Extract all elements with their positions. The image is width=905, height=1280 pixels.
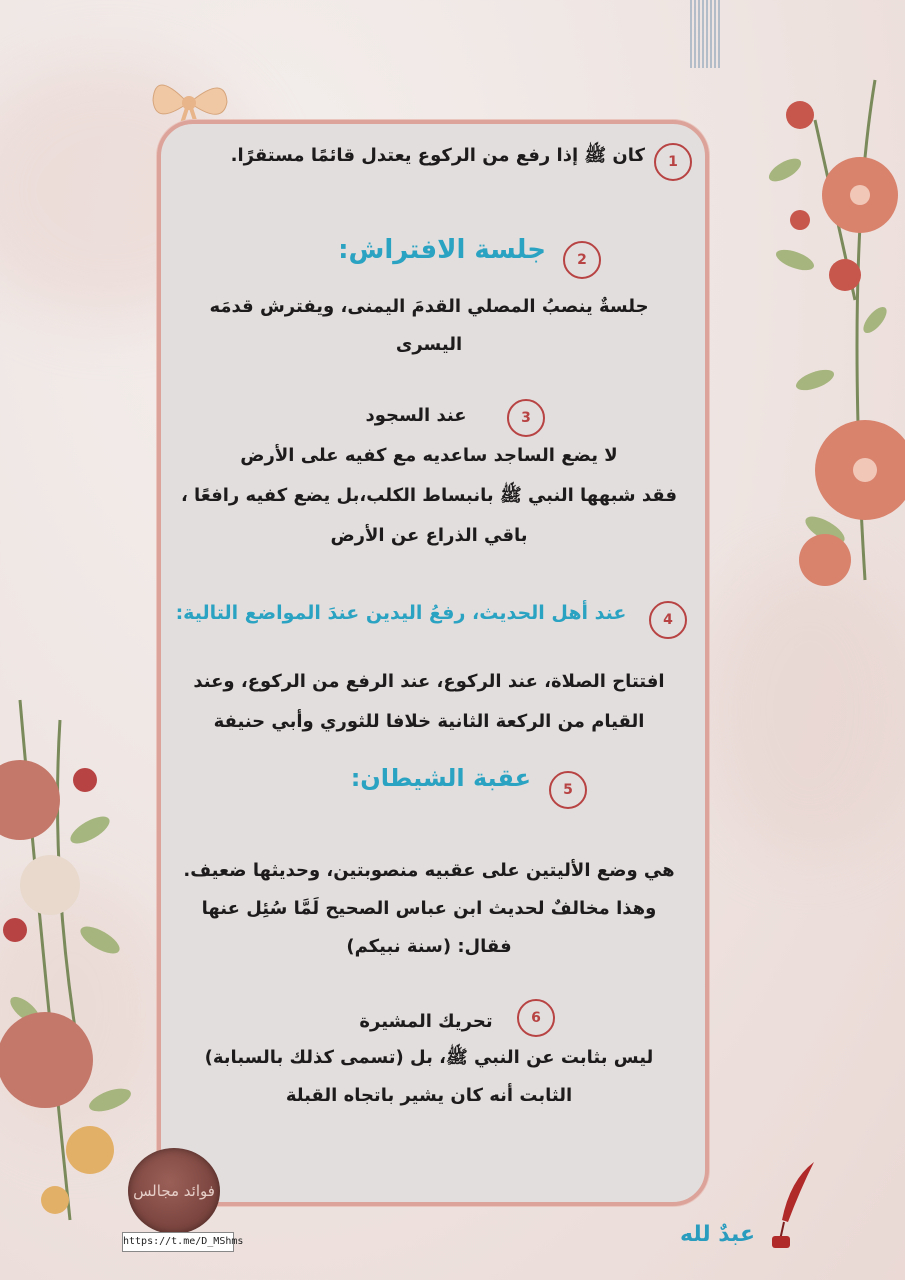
signature: عبدٌ لله bbox=[680, 1222, 755, 1247]
item-5-line-1: هي وضع الأليتين على عقبيه منصوبتين، وحديثها ضعيف. bbox=[183, 860, 675, 881]
item-number-4: 4 bbox=[649, 601, 687, 639]
content-card bbox=[157, 120, 709, 1206]
item-4-line-1: افتتاح الصلاة، عند الركوع، عند الرفع من الركوع، وعند bbox=[193, 671, 665, 692]
item-number-1: 1 bbox=[654, 143, 692, 181]
item-4-heading: عند أهل الحديث، رفعُ اليدين عندَ المواضع التالية: bbox=[175, 602, 627, 624]
seal-logo: فوائد مجالس bbox=[128, 1148, 220, 1234]
item-5-line-2: وهذا مخالفٌ لحديث ابن عباس الصحيح لَمَّا سُئِل عنها bbox=[201, 898, 657, 919]
item-number-2: 2 bbox=[563, 241, 601, 279]
item-6-line-2: الثابت أنه كان يشير باتجاه القبلة bbox=[285, 1085, 573, 1106]
background-stain bbox=[700, 560, 905, 860]
item-number-6: 6 bbox=[517, 999, 555, 1037]
quill-icon bbox=[770, 1160, 820, 1252]
telegram-link[interactable]: https://t.me/D_MShms bbox=[122, 1232, 234, 1252]
floral-decoration-left bbox=[0, 680, 140, 1240]
item-3-heading: عند السجود bbox=[365, 405, 467, 426]
item-3-line-1: لا يضع الساجد ساعديه مع كفيه على الأرض bbox=[240, 445, 618, 466]
item-4-line-2: القيام من الركعة الثانية خلافا للثوري وأبي حنيفة bbox=[213, 711, 645, 732]
item-3-line-3: باقي الذراع عن الأرض bbox=[330, 525, 528, 546]
qr-code-image bbox=[690, 0, 720, 68]
item-3-line-2: فقد شبهها النبي ﷺ بانبساط الكلب،بل يضع كفيه رافعًا ، bbox=[180, 485, 678, 506]
item-6-heading: تحريك المشيرة bbox=[359, 1011, 493, 1032]
item-2-line-2: اليسرى bbox=[395, 334, 463, 355]
item-number-5: 5 bbox=[549, 771, 587, 809]
floral-decoration-right bbox=[755, 60, 905, 600]
item-5-line-3: فقال: (سنة نبيكم) bbox=[346, 936, 512, 957]
item-2-line-1: جلسةٌ ينصبُ المصلي القدمَ اليمنى، ويفترش قدمَه bbox=[209, 296, 649, 317]
item-6-line-1: ليس بثابت عن النبي ﷺ، بل (تسمى كذلك بالسبابة) bbox=[204, 1047, 654, 1068]
item-1-text: كان ﷺ إذا رفع من الركوع يعتدل قائمًا مستقرًا. bbox=[230, 145, 645, 166]
item-number-3: 3 bbox=[507, 399, 545, 437]
item-5-heading: عقبة الشيطان: bbox=[350, 764, 531, 792]
item-2-heading: جلسة الافتراش: bbox=[338, 235, 546, 265]
